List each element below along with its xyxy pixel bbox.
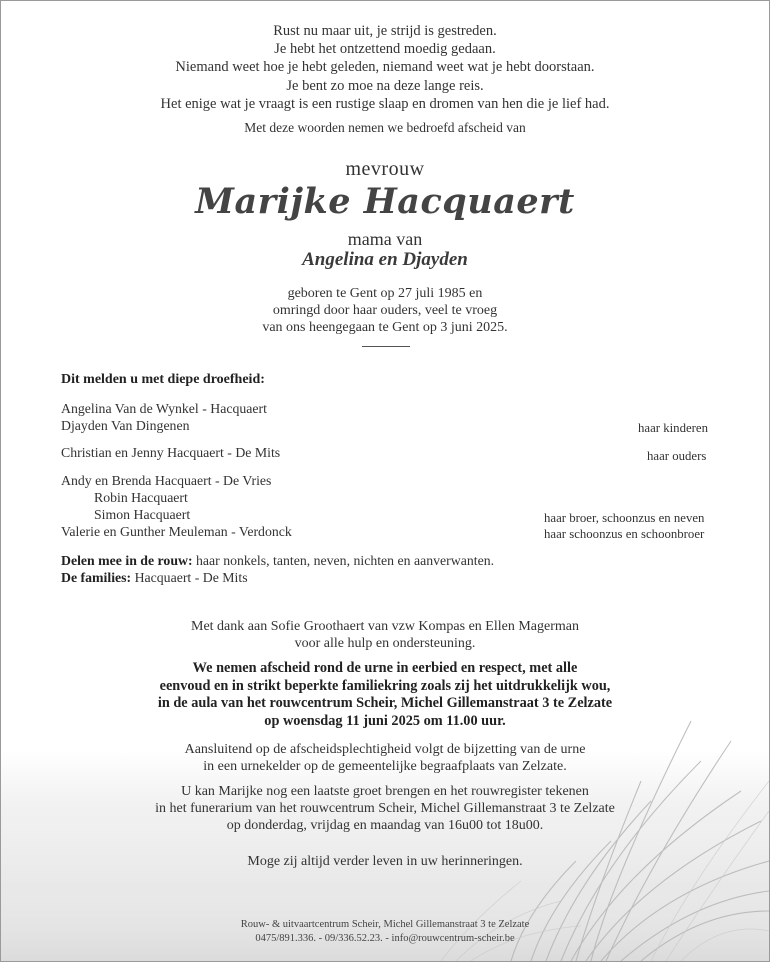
ceremony-line: in de aula van het rouwcentrum Scheir, Michel Gillemanstraat 3 te Zelzate (157, 695, 613, 711)
poem-line: Je hebt het ontzettend moedig gedaan. (274, 41, 496, 58)
deceased-name: Marijke Hacquaert (195, 181, 575, 222)
footer-address: Rouw- & uitvaartcentrum Scheir, Michel Gillemanstraat 3 te Zelzate (240, 919, 530, 930)
relation-label: haar ouders (647, 449, 707, 463)
intro-text: Met deze woorden nemen we bedroefd afscheid van (244, 120, 526, 135)
families-label: De families: (61, 570, 132, 585)
family-member: Angelina Van de Wynkel - Hacquaert (61, 401, 267, 416)
children-names: Angelina en Djayden (302, 249, 468, 270)
honorific: mevrouw (345, 158, 425, 180)
poem-line: Niemand weet hoe je hebt geleden, niemand weet wat je hebt doorstaan. (175, 59, 595, 76)
visit-info (1, 783, 769, 834)
visit-line: U kan Marijke nog een laatste groet brengen en het rouwregister tekenen (181, 784, 589, 799)
thanks-line: voor alle hulp en ondersteuning. (294, 636, 476, 651)
family-member: Christian en Jenny Hacquaert - De Mits (61, 445, 281, 460)
family-member: Valerie en Gunther Meuleman - Verdonck (61, 524, 292, 539)
visit-line: op donderdag, vrijdag en maandag van 16u00 tot 18u00. (226, 818, 544, 833)
birth-line: omringd door haar ouders, veel te vroeg (272, 303, 498, 318)
funeral-home-footer (1, 918, 769, 945)
thanks-line: Met dank aan Sofie Groothaert van vzw Kompas en Ellen Magerman (191, 619, 579, 634)
thanks-text (1, 618, 769, 652)
poem-line: Je bent zo moe na deze lange reis. (286, 77, 484, 94)
family-member: Andy en Brenda Hacquaert - De Vries (61, 473, 272, 488)
families-line (61, 570, 248, 586)
ceremony-line: eenvoud en in strikt beperkte familiekring zoals zij het uitdrukkelijk wou, (159, 677, 611, 694)
burial-line: in een urnekelder op de gemeentelijke begraafplaats van Zelzate. (203, 759, 567, 774)
ceremony-line: We nemen afscheid rond de urne in eerbied en respect, met alle (192, 660, 578, 676)
mourning-share-text: haar nonkels, tanten, neven, nichten en aanverwanten. (192, 553, 495, 568)
mourning-share-line (61, 553, 494, 569)
poem-line: Rust nu maar uit, je strijd is gestreden. (273, 23, 497, 39)
birth-line: geboren te Gent op 27 juli 1985 en (287, 286, 483, 301)
family-member: Djayden Van Dingenen (61, 418, 190, 433)
visit-line: in het funerarium van het rouwcentrum Scheir, Michel Gillemanstraat 3 te Zelzate (155, 801, 615, 816)
announcement-heading: Dit melden u met diepe droefheid: (61, 372, 265, 387)
relation-label: haar schoonzus en schoonbroer (544, 527, 705, 541)
closing-wish: Moge zij altijd verder leven in uw herinneringen. (247, 854, 523, 869)
birth-death-info (1, 285, 769, 336)
family-member: Robin Hacquaert (94, 490, 188, 505)
family-member: Simon Hacquaert (94, 507, 191, 522)
burial-info (1, 741, 769, 775)
ceremony-info (1, 660, 769, 730)
ceremony-line: op woensdag 11 juni 2025 om 11.00 uur. (264, 712, 506, 729)
burial-line: Aansluitend op de afscheidsplechtigheid volgt de bijzetting van de urne (184, 742, 586, 757)
footer-contact: 0475/891.336. - 09/336.52.23. - info@rouwcentrum-scheir.be (255, 932, 515, 944)
relation-label: haar broer, schoonzus en neven (544, 511, 705, 525)
divider (362, 346, 410, 347)
mourning-share-label: Delen mee in de rouw: (61, 553, 193, 568)
poem-line: Het enige wat je vraagt is een rustige slaap en dromen van hen die je lief had. (160, 95, 610, 112)
poem (1, 22, 769, 113)
mama-of-label: mama van (347, 229, 423, 249)
families-text: Hacquaert - De Mits (131, 570, 248, 585)
relation-label: haar kinderen (638, 421, 708, 435)
birth-line: van ons heengegaan te Gent op 3 juni 2025. (262, 320, 508, 335)
